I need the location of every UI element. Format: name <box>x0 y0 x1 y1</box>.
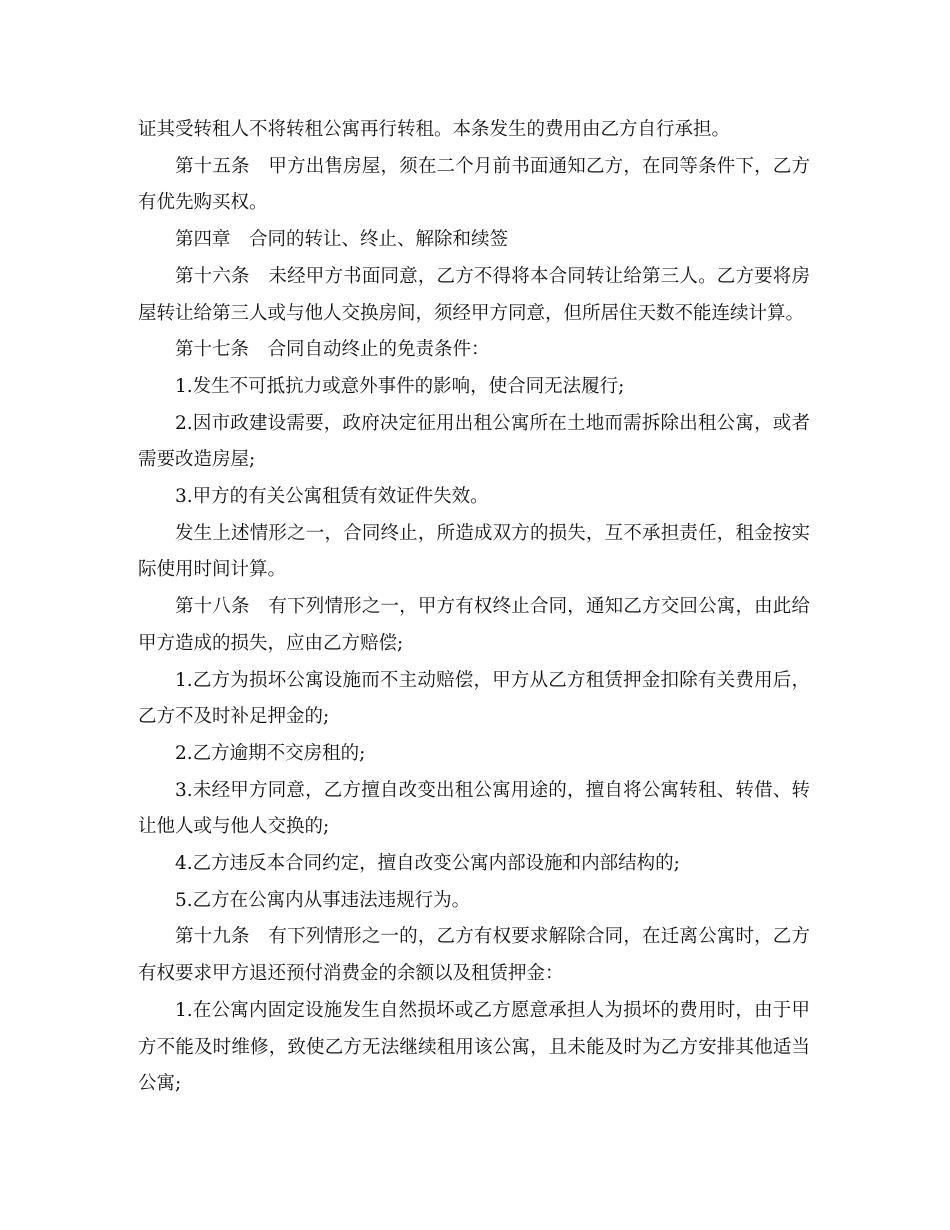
article-19: 第十九条 有下列情形之一的，乙方有权要求解除合同，在迁离公寓时，乙方有权要求甲方退还预付消费金的余额以及租赁押金： <box>138 926 810 985</box>
list-item: 2.乙方逾期不交房租的; <box>175 742 366 764</box>
article-15: 第十五条 甲方出售房屋，须在二个月前书面通知乙方，在同等条件下，乙方有优先购买权。 <box>138 155 810 214</box>
paragraph: 发生上述情形之一，合同终止，所造成双方的损失，互不承担责任，租金按实际使用时间计算。 <box>138 522 810 581</box>
list-item: 3.甲方的有关公寓租赁有效证件失效。 <box>175 486 489 508</box>
paragraph: 证其受转租人不将转租公寓再行转租。本条发生的费用由乙方自行承担。 <box>138 119 731 140</box>
list-item: 4.乙方违反本合同约定，擅自改变公寓内部设施和内部结构的; <box>175 853 680 875</box>
list-item: 1.发生不可抵抗力或意外事件的影响，使合同无法履行; <box>175 375 625 397</box>
list-item: 5.乙方在公寓内从事违法违规行为。 <box>175 889 471 911</box>
list-item: 1.在公寓内固定设施发生自然损坏或乙方愿意承担人为损坏的费用时，由于甲方不能及时维修，致使乙方无法继续租用该公寓，且未能及时为乙方安排其他适当公寓; <box>138 999 810 1095</box>
article-17: 第十七条 合同自动终止的免责条件： <box>175 339 490 361</box>
document-body <box>138 112 810 1103</box>
chapter-4-heading: 第四章 合同的转让、终止、解除和续签 <box>175 229 509 251</box>
list-item: 2.因市政建设需要，政府决定征用出租公寓所在土地而需拆除出租公寓，或者需要改造房屋; <box>138 412 810 471</box>
list-item: 3.未经甲方同意，乙方擅自改变出租公寓用途的，擅自将公寓转租、转借、转让他人或与他人交换的; <box>138 779 810 838</box>
article-18: 第十八条 有下列情形之一，甲方有权终止合同，通知乙方交回公寓，由此给甲方造成的损失，应由乙方赔偿; <box>138 596 810 654</box>
list-item: 1.乙方为损坏公寓设施而不主动赔偿，甲方从乙方租赁押金扣除有关费用后，乙方不及时补足押金的; <box>138 669 810 728</box>
article-16: 第十六条 未经甲方书面同意，乙方不得将本合同转让给第三人。乙方要将房屋转让给第三人或与他人交换房间，须经甲方同意，但所居住天数不能连续计算。 <box>138 265 810 324</box>
